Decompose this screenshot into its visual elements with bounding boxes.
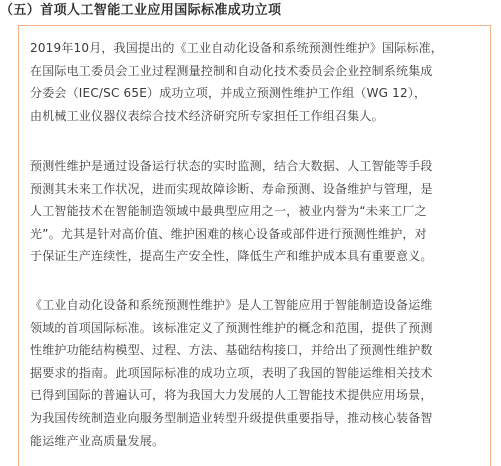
paragraph-line: 据要求的指南。此项国际标准的成功立项，表明了我国的智能运维相关技术 xyxy=(30,365,433,380)
paragraph-line: 2019年10月，我国提出的《工业自动化设备和系统预测性维护》国际标准， xyxy=(30,41,444,55)
paragraph-3 xyxy=(30,294,492,452)
paragraph-line: 能运维产业高质量发展。 xyxy=(30,433,165,448)
paragraph-2 xyxy=(30,155,492,268)
section-heading: （五）首项人工智能工业应用国际标准成功立项 xyxy=(0,3,282,18)
paragraph-1 xyxy=(30,37,492,127)
paragraph-line: 为我国传统制造业向服务型制造业转型升级提供重要指导，推动核心装备智 xyxy=(30,410,433,425)
paragraph-line: 人工智能技术在智能制造领域中最典型应用之一，被业内誉为“未来工厂之 xyxy=(30,204,427,219)
paragraph-line: 光”。尤其是针对高价值、维护困难的核心设备或部件进行预测性维护，对 xyxy=(30,226,427,241)
paragraph-line: 在国际电工委员会工业过程测量控制和自动化技术委员会企业控制系统集成 xyxy=(30,63,433,78)
paragraph-line: 已得到国际的普遍认可，将为我国大力发展的人工智能技术提供应用场景， xyxy=(30,388,433,403)
paragraph-line: 预测其未来工作状况，进而实现故障诊断、寿命预测、设备维护与管理，是 xyxy=(30,181,433,196)
paragraph-line: 由机械工业仪器仪表综合技术经济研究所专家担任工作组召集人。 xyxy=(30,108,384,123)
paragraph-line: 领域的首项国际标准。该标准定义了预测性维护的概念和范围，提供了预测 xyxy=(30,320,433,335)
paragraph-line: 于保证生产连续性，提高生产安全性，降低生产和维护成本具有重要意义。 xyxy=(30,249,433,264)
paragraph-line: 分委会（IEC/SC 65E）成功立项，并成立预测性维护工作组（WG 12）， xyxy=(30,86,427,101)
paragraph-line: 预测性维护是通过设备运行状态的实时监测，结合大数据、人工智能等手段 xyxy=(30,159,433,173)
paragraph-line: 性维护功能结构模型、过程、方法、基础结构接口，并给出了预测性维护数 xyxy=(30,343,433,358)
paragraph-line: 《工业自动化设备和系统预测性维护》是人工智能应用于智能制造设备运维 xyxy=(30,298,433,312)
